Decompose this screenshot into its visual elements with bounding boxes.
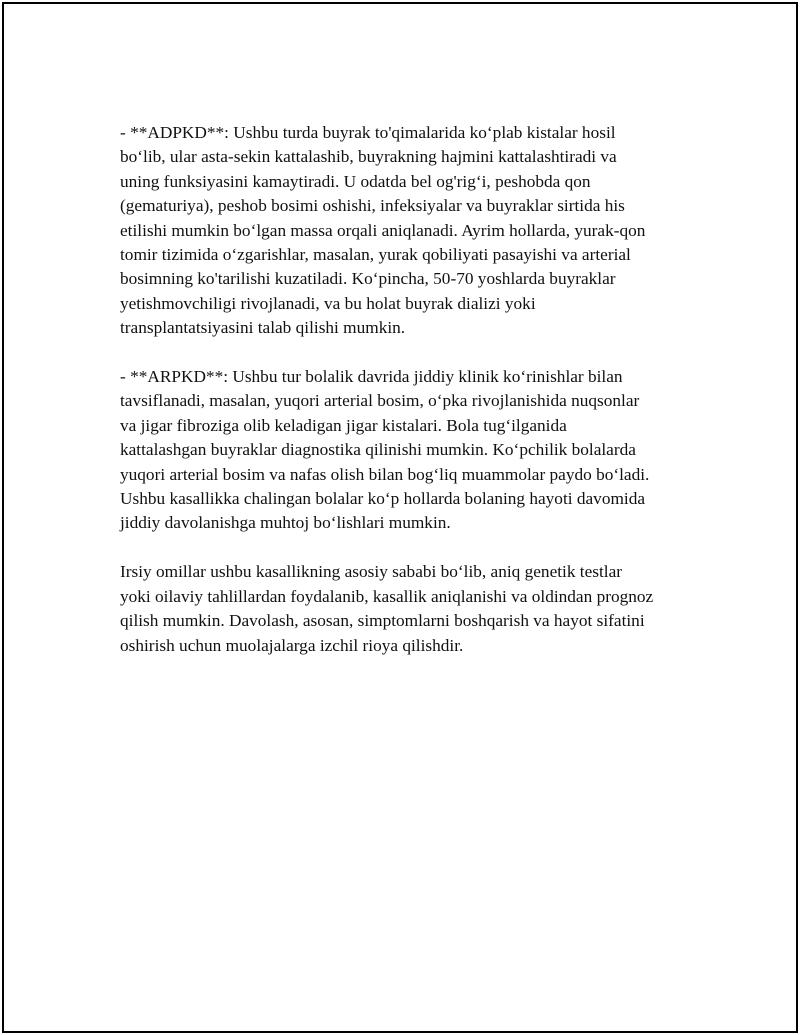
paragraph-hereditary-factors: Irsiy omillar ushbu kasallikning asosiy sababi boʻlib, aniq genetik testlar yoki oilaviy tahlillardan foydalanib, kasallik aniqlanishi va oldindan prognoz qilish mumkin. Davolash, asosan, simptomlarni boshqarish va hayot sifatini oshirish uchun muolajalarga izchil rioya qilishdir. xyxy=(120,562,654,655)
document-body xyxy=(120,121,700,682)
paragraph-arpkd: - **ARPKD**: Ushbu tur bolalik davrida jiddiy klinik koʻrinishlar bilan tavsiflanadi, masalan, yuqori arterial bosim, oʻpka rivojlanishida nuqsonlar va jigar fibroziga olib keladigan jigar kistalari. Bola tugʻilganida kattalashgan buyraklar diagnostika qilinishi mumkin. Koʻpchilik bolalarda yuqori arterial bosim va nafas olish bilan bogʻliq muammolar paydo boʻladi. Ushbu kasallikka chalingan bolalar koʻp hollarda bolaning hayoti davomida jiddiy davolanishga muhtoj boʻlishlari mumkin. xyxy=(120,367,650,533)
document-page xyxy=(2,2,798,1033)
paragraph-adpkd: - **ADPKD**: Ushbu turda buyrak to'qimalarida koʻplab kistalar hosil boʻlib, ular asta-sekin kattalashib, buyrakning hajmini kattalashtiradi va uning funksiyasini kamaytiradi. U odatda bel og'rigʻi, peshobda qon (gematuriya), peshob bosimi oshishi, infeksiyalar va buyraklar sirtida his etilishi mumkin boʻlgan massa orqali aniqlanadi. Ayrim hollarda, yurak-qon tomir tizimida oʻzgarishlar, masalan, yurak qobiliyati pasayishi va arterial bosimning ko'tarilishi kuzatiladi. Koʻpincha, 50-70 yoshlarda buyraklar yetishmovchiligi rivojlanadi, va bu holat buyrak dializi yoki transplantatsiyasini talab qilishi mumkin. xyxy=(120,123,646,338)
